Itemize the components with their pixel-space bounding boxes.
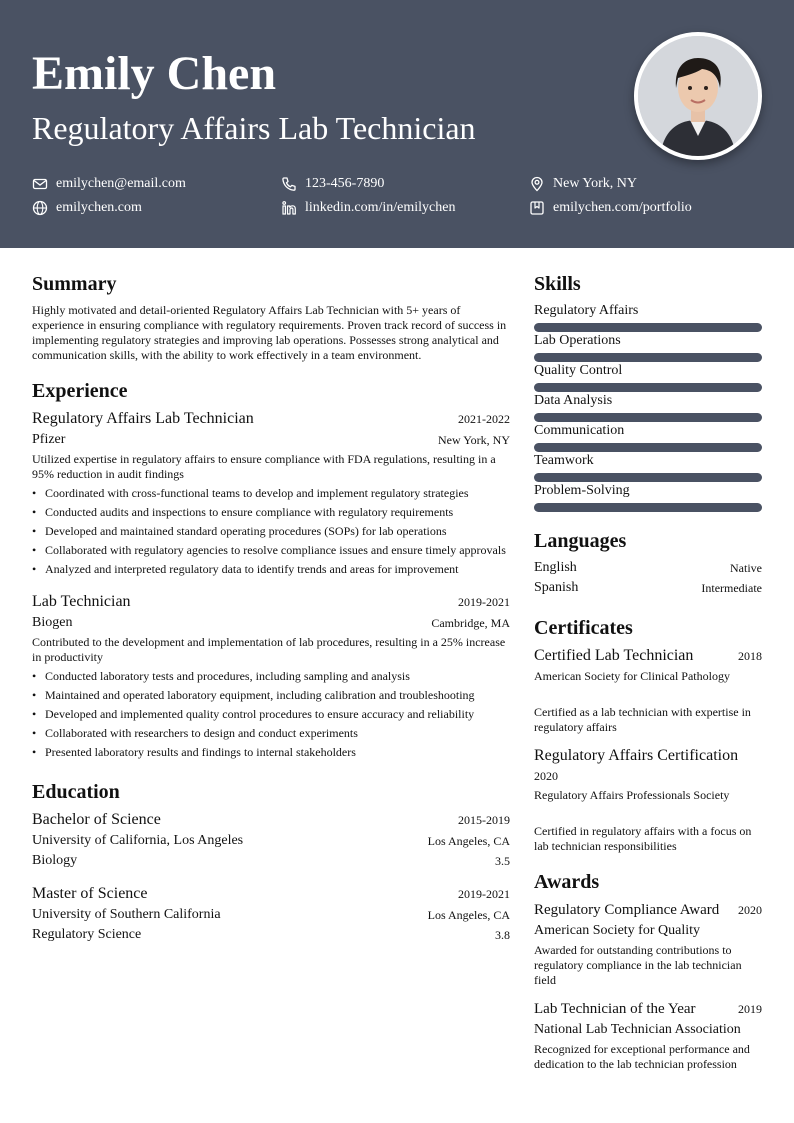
contact-location-text: New York, NY (553, 176, 638, 191)
job-company: Pfizer (32, 432, 66, 447)
linkedin-icon (281, 200, 297, 216)
contact-location (529, 175, 637, 193)
job-bullet: • Coordinated with cross-functional teams to develop and implement regulatory strategies (32, 486, 469, 501)
degree-location: Los Angeles, CA (427, 908, 510, 922)
phone-icon (281, 176, 297, 192)
skill-level-fill (534, 383, 762, 392)
awards-heading: Awards (534, 871, 600, 893)
language-name: Spanish (534, 580, 579, 595)
location-pin-icon (529, 176, 545, 192)
skill-level-fill (534, 323, 762, 332)
language-level: Intermediate (701, 581, 762, 595)
certificate-name: Regulatory Affairs Certification (534, 747, 739, 764)
contact-email-text: emilychen@email.com (56, 176, 186, 191)
award-issuer: American Society for Quality (534, 923, 701, 938)
job-bullet: • Developed and maintained standard operating procedures (SOPs) for lab operations (32, 524, 447, 539)
profile-photo (634, 32, 762, 160)
candidate-name: Emily Chen (32, 47, 277, 100)
job-description: Utilized expertise in regulatory affairs to ensure compliance with FDA regulations, resulting in a 95% reduction in audit findings (32, 452, 496, 481)
certificate-description: Certified as a lab technician with expertise in regulatory affairs (534, 705, 751, 734)
award-description: Awarded for outstanding contributions to regulatory compliance in the lab technician field (534, 943, 742, 987)
degree-location: Los Angeles, CA (427, 834, 510, 848)
mail-icon (32, 176, 48, 192)
skill-name: Lab Operations (534, 333, 621, 348)
contact-phone-text: 123-456-7890 (305, 176, 385, 191)
skill-level-fill (534, 353, 762, 362)
degree-gpa: 3.5 (495, 854, 510, 868)
job-location: Cambridge, MA (431, 616, 510, 630)
summary-heading: Summary (32, 273, 117, 295)
contact-website[interactable] (32, 199, 142, 217)
skill-level-bar (534, 473, 762, 482)
job-bullet: • Conducted laboratory tests and procedures, including sampling and analysis (32, 669, 410, 684)
job-bullet: • Collaborated with regulatory agencies to resolve compliance issues and ensure timely approvals (32, 543, 506, 558)
skill-name: Quality Control (534, 363, 623, 378)
skill-level-fill (534, 413, 762, 422)
degree-school: University of Southern California (32, 907, 221, 922)
contact-portfolio[interactable] (529, 199, 692, 217)
award-name: Regulatory Compliance Award (534, 902, 720, 918)
skill-level-bar (534, 503, 762, 512)
skill-name: Teamwork (534, 453, 594, 468)
job-bullet: • Presented laboratory results and findings to internal stakeholders (32, 745, 356, 760)
award-year: 2020 (738, 903, 762, 917)
language-level: Native (730, 561, 762, 575)
award-description: Recognized for exceptional performance and dedication to the lab technician profession (534, 1042, 750, 1071)
degree-name: Bachelor of Science (32, 811, 161, 828)
skill-level-fill (534, 443, 762, 452)
job-company: Biogen (32, 615, 73, 630)
skill-level-bar (534, 323, 762, 332)
languages-heading: Languages (534, 530, 627, 552)
certificate-issuer: American Society for Clinical Pathology (534, 669, 730, 683)
certificates-heading: Certificates (534, 617, 633, 639)
certificate-year: 2018 (738, 649, 762, 663)
skill-level-fill (534, 473, 762, 482)
degree-dates: 2019-2021 (458, 887, 510, 901)
certificate-description: Certified in regulatory affairs with a focus on lab technician responsibilities (534, 824, 752, 853)
certificate-name: Certified Lab Technician (534, 647, 694, 664)
certificate-year: 2020 (534, 769, 558, 783)
skill-level-bar (534, 353, 762, 362)
skill-name: Communication (534, 423, 625, 438)
job-dates: 2019-2021 (458, 595, 510, 609)
degree-gpa: 3.8 (495, 928, 510, 942)
job-role: Regulatory Affairs Lab Technician (32, 410, 254, 427)
job-bullet: • Conducted audits and inspections to ensure compliance with regulatory requirements (32, 505, 453, 520)
job-role: Lab Technician (32, 593, 131, 610)
job-bullet: • Developed and implemented quality control procedures to ensure accuracy and reliability (32, 707, 474, 722)
summary-text: Highly motivated and detail-oriented Regulatory Affairs Lab Technician with 5+ years of experience in ensuring compliance with regulatory requirements. Proven track record of success in implementing regulatory strategies and improving lab operations. Possesses strong analytical and communication skills, with the ability to work effectively in a team environment. (32, 303, 507, 362)
skill-name: Problem-Solving (534, 483, 630, 498)
skills-heading: Skills (534, 273, 581, 295)
contact-phone[interactable] (281, 175, 384, 193)
contact-portfolio-text: emilychen.com/portfolio (553, 200, 692, 215)
degree-field: Regulatory Science (32, 927, 142, 942)
job-location: New York, NY (437, 433, 510, 447)
skill-level-fill (534, 503, 762, 512)
job-bullet: • Collaborated with researchers to design and conduct experiments (32, 726, 358, 741)
certificate-issuer: Regulatory Affairs Professionals Society (534, 788, 730, 802)
award-name: Lab Technician of the Year (534, 1001, 696, 1017)
contact-linkedin-text: linkedin.com/in/emilychen (305, 200, 456, 215)
contact-email[interactable] (32, 175, 186, 193)
contact-linkedin[interactable] (281, 199, 455, 217)
job-bullet: • Maintained and operated laboratory equipment, including calibration and troubleshooting (32, 688, 475, 703)
resume-header (0, 0, 794, 248)
contact-website-text: emilychen.com (56, 200, 142, 215)
portfolio-icon (529, 200, 545, 216)
award-year: 2019 (738, 1002, 762, 1016)
job-bullet: • Analyzed and interpreted regulatory data to identify trends and areas for improvement (32, 562, 459, 577)
language-name: English (534, 560, 577, 575)
skill-level-bar (534, 413, 762, 422)
degree-school: University of California, Los Angeles (32, 833, 244, 848)
job-dates: 2021-2022 (458, 412, 510, 426)
skill-level-bar (534, 383, 762, 392)
skill-name: Data Analysis (534, 393, 613, 408)
award-issuer: National Lab Technician Association (534, 1022, 741, 1037)
education-heading: Education (32, 781, 120, 803)
globe-icon (32, 200, 48, 216)
job-description: Contributed to the development and implementation of lab procedures, resulting in a 25% increase in productivity (32, 635, 506, 664)
degree-field: Biology (32, 853, 78, 868)
degree-name: Master of Science (32, 885, 148, 902)
experience-heading: Experience (32, 380, 128, 402)
candidate-title: Regulatory Affairs Lab Technician (32, 110, 476, 146)
skill-name: Regulatory Affairs (534, 303, 639, 318)
degree-dates: 2015-2019 (458, 813, 510, 827)
skill-level-bar (534, 443, 762, 452)
